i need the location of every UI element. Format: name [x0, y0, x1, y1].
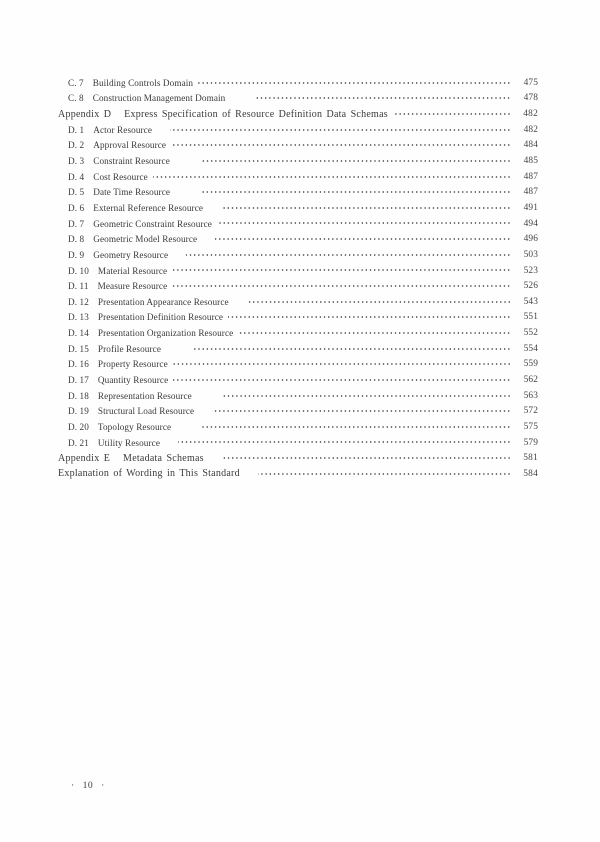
toc-entry-title: Actor Resource — [93, 124, 153, 135]
toc-entry-page: 559 — [523, 359, 538, 370]
toc-entry — [68, 122, 538, 138]
toc-entry — [68, 75, 538, 91]
toc-entry-page: 551 — [523, 312, 538, 323]
toc-entry-label: C. 8 — [68, 93, 84, 104]
toc-entry-page: 482 — [523, 124, 538, 135]
toc-leader-dots — [232, 294, 511, 310]
toc-entry-page: 496 — [523, 234, 538, 245]
toc-leader-dots — [206, 200, 511, 216]
toc-entry-page: 581 — [523, 453, 538, 464]
toc-leader-dots — [228, 91, 511, 107]
toc-entry-page: 523 — [523, 265, 538, 276]
toc-entry-label: D. 19 — [68, 406, 89, 417]
toc-entry-label: D. 10 — [68, 265, 89, 276]
toc-entry-page: 503 — [523, 249, 538, 260]
toc-entry-page: 579 — [523, 437, 538, 448]
toc-list — [0, 75, 600, 482]
toc-entry-title: Constraint Resource — [93, 156, 170, 167]
toc-leader-dots — [171, 357, 511, 373]
toc-entry-title: Construction Management Domain — [92, 93, 226, 104]
toc-entry-title: Utility Resource — [97, 437, 160, 448]
toc-entry-label: D. 18 — [68, 390, 89, 401]
toc-entry-label: D. 11 — [68, 281, 89, 292]
toc-leader-dots — [236, 325, 511, 341]
toc-entry-page: 562 — [523, 374, 538, 385]
toc-entry-title: Explanation of Wording in This Standard — [58, 468, 240, 480]
toc-entry-page: 487 — [523, 171, 538, 182]
toc-entry-page: 543 — [523, 296, 538, 307]
toc-entry-label: D. 1 — [68, 124, 85, 135]
toc-entry — [68, 153, 538, 169]
toc-entry-title: Profile Resource — [97, 343, 162, 354]
toc-entry-title: Representation Resource — [97, 390, 192, 401]
toc-entry-label: D. 21 — [68, 437, 89, 448]
toc-entry-title: Approval Resource — [93, 140, 167, 151]
toc-entry-label: C. 7 — [68, 77, 84, 88]
toc-entry-page: 552 — [523, 328, 538, 339]
toc-leader-dots — [170, 263, 511, 279]
toc-entry-label: D. 7 — [68, 218, 85, 229]
toc-leader-dots — [171, 247, 511, 263]
toc-entry-page: 526 — [523, 281, 538, 292]
toc-entry — [68, 263, 538, 279]
toc-leader-dots — [164, 341, 511, 357]
toc-entry-title: Property Resource — [97, 359, 168, 370]
toc-entry-title: Geometry Resource — [93, 249, 169, 260]
toc-leader-dots — [391, 106, 511, 122]
toc-entry-title: Cost Resource — [93, 171, 148, 182]
toc-leader-dots — [151, 169, 511, 185]
toc-leader-dots — [195, 388, 511, 404]
page-number-footer: · 10 · — [71, 780, 105, 791]
toc-entry — [68, 169, 538, 185]
toc-entry — [58, 450, 538, 466]
toc-entry-label: D. 15 — [68, 343, 89, 354]
toc-entry-title: Presentation Organization Resource — [97, 328, 234, 339]
toc-entry-title: Express Specification of Resource Definition Data Schemas — [124, 108, 388, 120]
toc-leader-dots — [163, 435, 511, 451]
toc-entry-label: D. 5 — [68, 187, 85, 198]
toc-entry — [68, 388, 538, 404]
toc-entry-page: 554 — [523, 343, 538, 354]
toc-entry-label: D. 20 — [68, 421, 89, 432]
toc-entry — [68, 231, 538, 247]
toc-entry — [68, 325, 538, 341]
toc-entry-page: 478 — [523, 93, 538, 104]
toc-entry — [68, 184, 538, 200]
toc-entry-label: D. 13 — [68, 312, 89, 323]
toc-leader-dots — [197, 403, 511, 419]
toc-entry — [68, 247, 538, 263]
toc-entry — [68, 372, 538, 388]
toc-entry-page: 584 — [523, 468, 538, 479]
toc-entry-label: D. 14 — [68, 328, 89, 339]
toc-entry-title: Quantity Resource — [97, 374, 169, 385]
toc-leader-dots — [169, 138, 511, 154]
toc-entry-page: 491 — [523, 202, 538, 213]
toc-entry-title: Geometric Constraint Resource — [93, 218, 212, 229]
toc-entry-title: Material Resource — [97, 265, 168, 276]
toc-entry-title: Metadata Schemas — [123, 452, 204, 464]
toc-entry-label: D. 17 — [68, 374, 89, 385]
toc-entry — [68, 310, 538, 326]
toc-entry-title: External Reference Resource — [93, 202, 204, 213]
toc-leader-dots — [243, 466, 511, 482]
toc-entry-title: Building Controls Domain — [92, 77, 194, 88]
toc-entry-page: 563 — [523, 390, 538, 401]
toc-entry — [58, 106, 538, 122]
toc-leader-dots — [200, 231, 511, 247]
toc-leader-dots — [215, 216, 511, 232]
toc-entry-label: Appendix D — [58, 108, 112, 120]
toc-entry — [68, 294, 538, 310]
toc-leader-dots — [170, 278, 511, 294]
toc-entry-page: 475 — [523, 77, 538, 88]
toc-entry-page: 482 — [523, 109, 538, 120]
toc-entry-title: Geometric Model Resource — [93, 234, 198, 245]
toc-leader-dots — [171, 372, 511, 388]
toc-entry-label: D. 12 — [68, 296, 89, 307]
toc-entry — [68, 216, 538, 232]
toc-leader-dots — [173, 153, 511, 169]
toc-leader-dots — [226, 310, 511, 326]
toc-leader-dots — [207, 450, 511, 466]
toc-entry-page: 484 — [523, 140, 538, 151]
toc-entry-page: 494 — [523, 218, 538, 229]
toc-entry — [58, 466, 538, 482]
toc-entry-page: 575 — [523, 421, 538, 432]
toc-entry — [68, 278, 538, 294]
toc-entry-title: Presentation Definition Resource — [97, 312, 224, 323]
toc-entry-label: D. 3 — [68, 156, 85, 167]
toc-entry-page: 485 — [523, 156, 538, 167]
toc-entry-title: Measure Resource — [97, 281, 168, 292]
toc-leader-dots — [173, 184, 511, 200]
toc-entry-label: D. 16 — [68, 359, 89, 370]
toc-entry-label: D. 9 — [68, 249, 85, 260]
toc-entry-title: Structural Load Resource — [97, 406, 195, 417]
toc-entry — [68, 341, 538, 357]
toc-leader-dots — [174, 419, 511, 435]
toc-entry — [68, 138, 538, 154]
toc-entry — [68, 435, 538, 451]
toc-entry-label: Appendix E — [58, 452, 111, 464]
toc-leader-dots — [196, 75, 511, 91]
toc-entry — [68, 419, 538, 435]
toc-entry-label: D. 8 — [68, 234, 85, 245]
toc-entry-label: D. 6 — [68, 202, 85, 213]
toc-entry-title: Presentation Appearance Resource — [97, 296, 229, 307]
toc-entry — [68, 200, 538, 216]
toc-entry — [68, 91, 538, 107]
toc-entry-title: Date Time Resource — [93, 187, 171, 198]
toc-entry-page: 487 — [523, 187, 538, 198]
toc-entry-label: D. 2 — [68, 140, 85, 151]
toc-entry-label: D. 4 — [68, 171, 85, 182]
toc-entry — [68, 403, 538, 419]
toc-entry-title: Topology Resource — [97, 421, 172, 432]
toc-leader-dots — [155, 122, 511, 138]
toc-entry-page: 572 — [523, 406, 538, 417]
toc-entry — [68, 357, 538, 373]
